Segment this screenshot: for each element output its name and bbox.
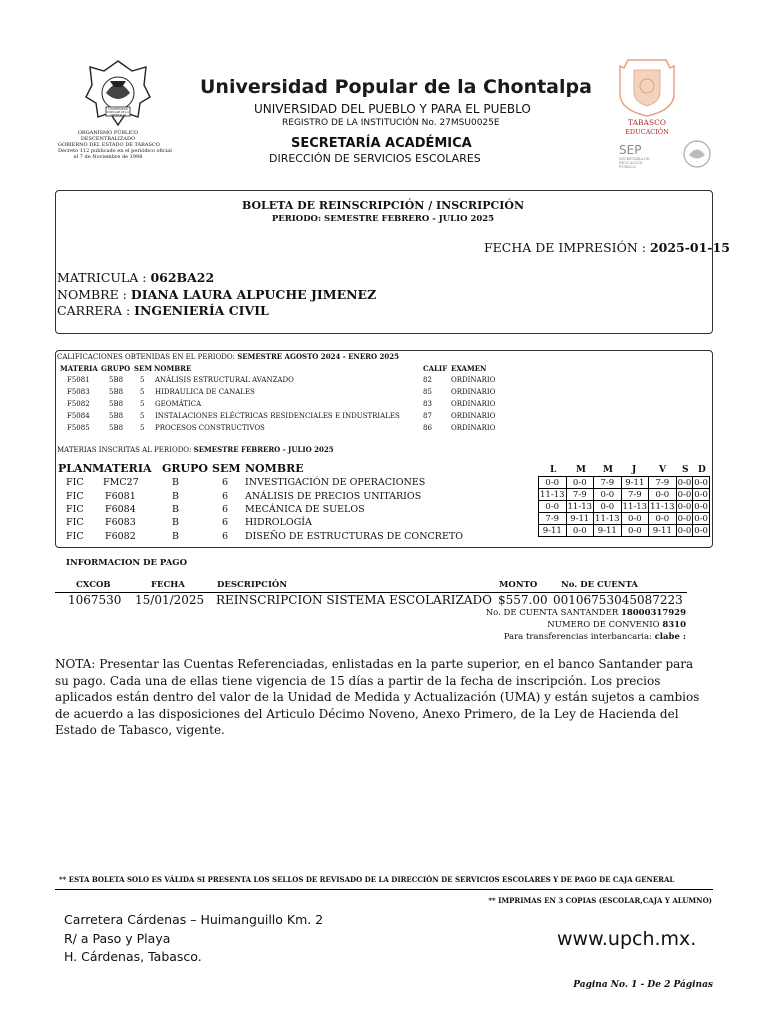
schedule-cell: 0-0 [694,525,708,536]
enrolled-nombre: ANÁLISIS DE PRECIOS UNITARIOS [245,491,422,502]
schedule-cell: 0-0 [694,477,708,488]
calificaciones-label: CALIFICACIONES OBTENIDAS EN EL PERIODO: [57,353,235,361]
enrolled-nombre: HIDROLOGÍA [245,517,312,528]
enrolled-nombre: INVESTIGACIÓN DE OPERACIONES [245,477,426,488]
grade-nombre: HIDRAULICA DE CANALES [155,388,255,396]
schedule-cell: 0-0 [539,477,567,489]
pago-cuenta: 00106753045087223 [553,593,683,607]
enrolled-nombre: DISEÑO DE ESTRUCTURAS DE CONCRETO [245,531,464,542]
cuenta-santander-label: No. DE CUENTA SANTANDER [485,608,619,618]
grades-row [0,400,768,412]
footer-divider [55,889,713,890]
organismo-publico-text [58,130,172,160]
enrolled-sem: 6 [222,491,229,502]
address-line: R/ a Paso y Playa [64,930,171,946]
schedule-cell: 7-9 [594,477,622,489]
enrolled-col-plan: PLAN [58,462,93,475]
address-line: H. Cárdenas, Tabasco. [64,949,202,964]
enrolled-plan: FIC [66,517,84,528]
nombre-label: NOMBRE : [57,287,127,302]
pago-col-monto: MONTO [499,580,538,590]
registro-institucion: REGISTRO DE LA INSTITUCIÓN No. 27MSU0025E [282,118,500,128]
pago-col-cxcob: CXCOB [76,580,111,590]
schedule-cell: 0-0 [677,501,692,512]
grade-materia: F5085 [67,424,90,432]
grade-examen: ORDINARIO [451,424,496,432]
grade-nombre: PROCESOS CONSTRUCTIVOS [155,424,265,432]
clabe-label: Para transferencias interbancaria: [503,632,652,642]
schedule-cell: 0-0 [621,525,649,537]
secretaria-academica: SECRETARÍA ACADÉMICA [291,136,472,151]
grade-nombre: INSTALACIONES ELÉCTRICAS RESIDENCIALES E INDUSTRIALES [155,412,400,420]
enrolled-materia: FMC27 [103,477,139,488]
schedule-cell: 9-11 [566,513,594,525]
grades-row [0,376,768,388]
enrolled-sem: 6 [222,517,229,528]
grades-row [0,412,768,424]
grade-sem: 5 [140,424,145,432]
org-line: ORGANISMO PÚBLICO [77,130,139,136]
schedule-cell: 0-0 [694,489,708,500]
schedule-cell: 0-0 [649,513,677,525]
grade-materia: F5082 [67,400,90,408]
pago-title: INFORMACION DE PAGO [66,558,187,568]
grade-examen: ORDINARIO [451,400,496,408]
schedule-cell: 0-0 [594,489,622,501]
schedule-cell: 0-0 [649,489,677,501]
pago-descripcion: REINSCRIPCION SISTEMA ESCOLARIZADO [216,593,492,607]
sep-caption: SECRETARÍA DE EDUCACIÓN PÚBLICA [619,157,650,169]
schedule-row [539,489,710,501]
schedule-cell: 9-11 [539,525,567,537]
org-line: DESCENTRALIZADO [80,136,136,142]
enrolled-plan: FIC [66,531,84,542]
schedule-cell: 11-13 [540,489,565,500]
enrolled-grupo: B [172,491,179,502]
grades-col-grupo: GRUPO [101,364,131,373]
grade-examen: ORDINARIO [451,376,496,384]
fecha-impresion [484,240,730,255]
schedule-cell: 7-9 [539,513,567,525]
grade-sem: 5 [140,376,145,384]
direccion-servicios: DIRECCIÓN DE SERVICIOS ESCOLARES [269,152,481,165]
org-line: Decreto 112 publicado en el periódico oficial [58,148,172,154]
day-header-l: L [550,465,557,475]
address-block [64,911,323,967]
schedule-cell: 7-9 [566,489,594,501]
enrolled-row [0,517,540,530]
grade-calif: 87 [423,412,432,420]
schedule-cell: 0-0 [566,525,594,537]
schedule-row [539,477,710,489]
clabe-line [480,632,686,642]
tabasco-shield-logo [614,56,680,140]
carrera-line [57,303,269,318]
carrera-value: INGENIERÍA CIVIL [134,303,269,318]
grades-col-calif: CALIF [423,364,448,373]
schedule-cell: 9-11 [594,525,622,537]
pago-cxcob: 1067530 [68,593,122,607]
cuenta-santander-value: 18000317929 [620,608,686,618]
grade-materia: F5083 [67,388,90,396]
pago-fecha: 15/01/2025 [135,593,205,607]
enrolled-materia: F6084 [105,504,136,515]
day-header-v: V [659,465,666,475]
grade-grupo: 5B8 [109,424,124,432]
org-line: GOBIERNO DEL ESTADO DE TABASCO [58,142,160,148]
enrolled-grupo: B [172,504,179,515]
grade-grupo: 5B8 [109,400,124,408]
enrolled-grupo: B [172,517,179,528]
enrolled-materia: F6083 [105,517,136,528]
enrolled-sem: 6 [222,477,229,488]
grade-examen: ORDINARIO [451,412,496,420]
grade-sem: 5 [140,388,145,396]
schedule-cell: 0-0 [677,525,692,536]
enrolled-col-materia: MATERIA [92,462,152,475]
grades-col-sem: SEM [134,364,153,373]
schedule-cell: 9-11 [621,477,649,489]
enrolled-row [0,477,540,490]
grade-calif: 82 [423,376,432,384]
calificaciones-periodo: SEMESTRE AGOSTO 2024 - ENERO 2025 [237,352,400,361]
enrolled-plan: FIC [66,477,84,488]
grade-nombre: GEOMÁTICA [155,400,202,408]
schedule-cell: 11-13 [567,501,593,512]
grade-grupo: 5B8 [109,376,124,384]
schedule-cell: 9-11 [649,525,677,537]
inscritas-heading [57,445,334,454]
grade-calif: 85 [423,388,432,396]
matricula-value: 062BA22 [150,270,215,285]
day-header-j: J [632,465,637,475]
carrera-label: CARRERA : [57,303,131,318]
educacion-label: EDUCACIÓN [625,128,669,136]
schedule-cell: 7-9 [621,489,649,501]
enrolled-col-grupo: GRUPO [162,462,208,475]
inscritas-periodo: SEMESTRE FEBRERO - JULIO 2025 [193,445,334,454]
schedule-cell: 11-13 [595,513,620,524]
grade-grupo: 5B8 [109,412,124,420]
grade-materia: F5081 [67,376,90,384]
schedule-cell: 0-0 [621,513,649,525]
day-header-m: M [576,465,586,475]
grades-col-nombre: NOMBRE [154,364,192,373]
enrolled-plan: FIC [66,504,84,515]
grade-sem: 5 [140,400,145,408]
clabe-value: clabe : [654,632,686,642]
pago-monto: $557.00 [498,593,548,607]
enrolled-grupo: B [172,531,179,542]
schedule-cell: 11-13 [622,501,648,512]
nombre-value: DIANA LAURA ALPUCHE JIMENEZ [130,287,377,302]
university-name: Universidad Popular de la Chontalpa [200,76,592,98]
schedule-cell: 0-0 [677,477,692,488]
schedule-cell: 7-9 [649,477,677,489]
grades-col-examen: EXAMEN [451,364,487,373]
day-header-s: S [682,465,689,475]
pago-col-fecha: FECHA [151,580,185,590]
seal-caption: UNIVERSIDAD POPULAR DE LA CHONTALPA [107,108,129,117]
enrolled-row [0,491,540,504]
enrolled-plan: FIC [66,491,84,502]
nota-paragraph: NOTA: Presentar las Cuentas Referenciadas, enlistadas en la parte superior, en el banco Santander para su pago. Cada una de ellas tiene vigencia de 15 días a partir de la fecha de inscripción. Los precios aplicados están dentro del valor de la Unidad de Medida y Actualización (UMA) y están sujetos a cambios de acuerdo a las disposiciones del Articulo Décimo Noveno, Anexo Primero, de la Ley de Hacienda del Estado de Tabasco, vigente. [55,657,700,737]
schedule-cell: 0-0 [694,501,708,512]
grades-row [0,424,768,436]
enrolled-col-sem: SEM [212,462,241,475]
sep-logo [619,143,659,169]
pago-row [0,593,768,608]
enrolled-grupo: B [172,477,179,488]
enrolled-row [0,504,540,517]
grade-examen: ORDINARIO [451,388,496,396]
schedule-cell: 0-0 [539,501,567,513]
enrolled-nombre: MECÁNICA DE SUELOS [245,504,365,515]
grades-row [0,388,768,400]
sep-label: SEP [619,143,642,157]
page-number: Pagina No. 1 - De 2 Páginas [573,980,713,990]
grade-sem: 5 [140,412,145,420]
day-header-m: M [603,465,613,475]
inscritas-label: MATERIAS INSCRITAS AL PERIODO: [57,446,192,454]
schedule-row [539,501,710,513]
boleta-title: BOLETA DE REINSCRIPCIÓN / INSCRIPCIÓN [241,199,525,212]
org-line: el 7 de Noviembre de 1998 [73,154,143,160]
boleta-periodo: PERIODO: SEMESTRE FEBRERO - JULIO 2025 [271,214,495,224]
enrolled-col-nombre: NOMBRE [245,462,304,475]
convenio-value: 8310 [662,620,686,630]
schedule-row [539,525,710,537]
schedule-cell: 0-0 [594,501,622,513]
grade-calif: 83 [423,400,432,408]
schedule-cell: 0-0 [566,477,594,489]
schedule-cell: 0-0 [677,489,692,500]
validez-note: ** ESTA BOLETA SOLO ES VÁLIDA SI PRESENTA LOS SELLOS DE REVISADO DE LA DIRECCIÓN DE SERVICIOS ESCOLARES Y DE PAGO DE CAJA GENERAL [59,875,675,884]
copias-note: ** IMPRIMAS EN 3 COPIAS (ESCOLAR,CAJA Y ALUMNO) [488,896,712,905]
numero-convenio [480,620,686,630]
enrolled-sem: 6 [222,504,229,515]
website-url: www.upch.mx. [557,928,697,950]
day-header-d: D [698,465,706,475]
grade-grupo: 5B8 [109,388,124,396]
schedule-row [539,513,710,525]
grade-materia: F5084 [67,412,90,420]
fecha-value: 2025-01-15 [649,240,730,255]
university-motto: UNIVERSIDAD DEL PUEBLO Y PARA EL PUEBLO [254,102,531,116]
address-line: Carretera Cárdenas – Huimanguillo Km. 2 [64,912,324,927]
grade-nombre: ANÁLISIS ESTRUCTURAL AVANZADO [155,376,294,384]
enrolled-materia: F6082 [105,531,136,542]
enrolled-sem: 6 [222,531,229,542]
pago-col-descripcion: DESCRIPCIÓN [217,580,288,590]
convenio-label: NUMERO DE CONVENIO [547,620,660,630]
grades-col-materia: MATERIA [60,364,98,373]
enrolled-materia: F6081 [105,491,136,502]
schedule-cell: 0-0 [694,513,708,524]
enrolled-row [0,531,540,544]
matricula-label: MATRICULA : [57,270,147,285]
national-emblem-icon [680,138,714,174]
schedule-table [538,476,710,537]
nombre-line [57,287,376,302]
matricula-line [57,270,214,285]
upch-seal-logo [80,57,156,131]
tabasco-label: TABASCO [628,118,666,127]
schedule-cell: 11-13 [650,501,675,512]
grade-calif: 86 [423,424,432,432]
fecha-label: FECHA DE IMPRESIÓN : [484,240,646,255]
calificaciones-heading [57,352,399,361]
cuenta-santander [480,608,686,618]
pago-col-cuenta: No. DE CUENTA [561,580,638,590]
schedule-cell: 0-0 [677,513,692,524]
